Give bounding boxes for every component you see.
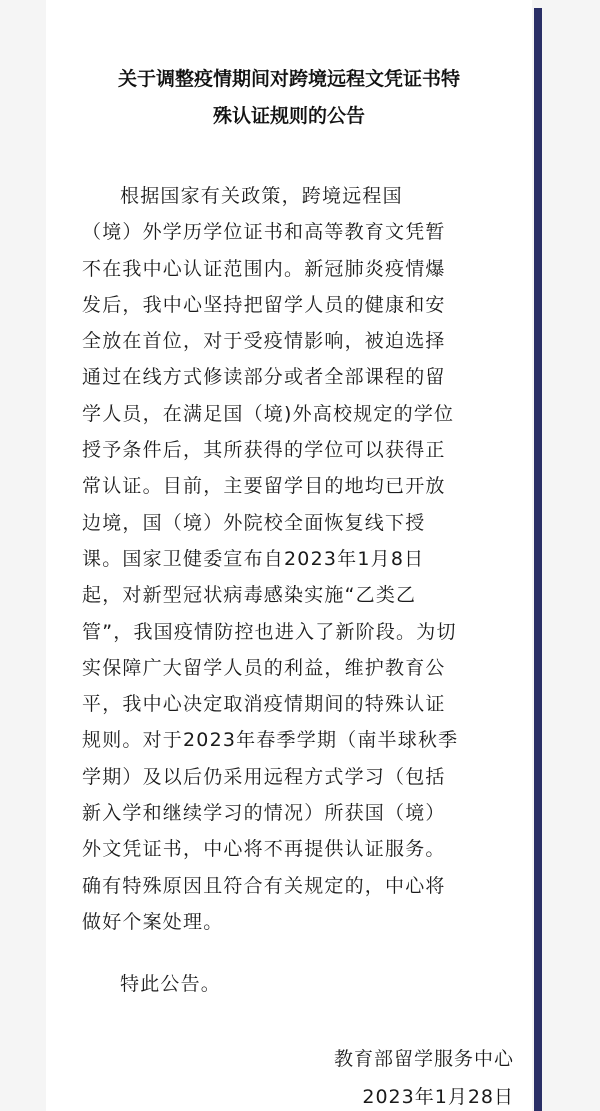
body-line: 边境，国（境）外院校全面恢复线下授 (82, 511, 426, 534)
body-line: 外文凭证书，中心将不再提供认证服务。 (82, 838, 446, 861)
body-line: 发后，我中心坚持把留学人员的健康和安 (82, 293, 446, 316)
body-line: 常认证。目前，主要留学目的地均已开放 (82, 475, 446, 498)
body-line: 授予条件后，其所获得的学位可以获得正 (82, 439, 446, 462)
body-line: 管”，我国疫情防控也进入了新阶段。为切 (82, 620, 457, 643)
body-line: 起，对新型冠状病毒感染实施“乙类乙 (82, 584, 417, 607)
issuer-name: 教育部留学服务中心 (333, 1048, 514, 1070)
body-line: 学人员，在满足国（境)外高校规定的学位 (82, 402, 455, 425)
body-line: 课。国家卫健委宣布自2023年1月8日 (82, 547, 425, 570)
closing-remark: 特此公告。 (120, 973, 222, 995)
notice-title (60, 61, 518, 135)
body-line: 根据国家有关政策，跨境远程国 (120, 185, 403, 207)
title-line-1: 关于调整疫情期间对跨境远程文凭证书特 (117, 68, 460, 90)
body-line: 不在我中心认证范围内。新冠肺炎疫情爆 (82, 257, 446, 280)
body-line: 做好个案处理。 (82, 910, 224, 933)
body-line: 新入学和继续学习的情况）所获国（境） (82, 802, 446, 825)
title-line-2: 殊认证规则的公告 (212, 105, 365, 127)
issue-date: 2023年1月28日 (362, 1086, 514, 1108)
body-line: 全放在首位，对于受疫情影响，被迫选择 (82, 330, 446, 353)
body-line: 学期）及以后仍采用远程方式学习（包括 (82, 765, 446, 788)
body-line: 实保障广大留学人员的利益，维护教育公 (82, 656, 446, 679)
decorative-border-line (534, 8, 542, 1111)
body-line: 确有特殊原因且符合有关规定的，中心将 (82, 874, 446, 897)
signature-block (334, 1040, 514, 1111)
body-line: 通过在线方式修读部分或者全部课程的留 (82, 366, 446, 389)
body-line: 平，我中心决定取消疫情期间的特殊认证 (82, 693, 446, 716)
notice-body (82, 178, 522, 940)
body-line: 规则。对于2023年春季学期（南半球秋季 (82, 729, 459, 752)
body-line: （境）外学历学位证书和高等教育文凭暂 (82, 221, 446, 244)
